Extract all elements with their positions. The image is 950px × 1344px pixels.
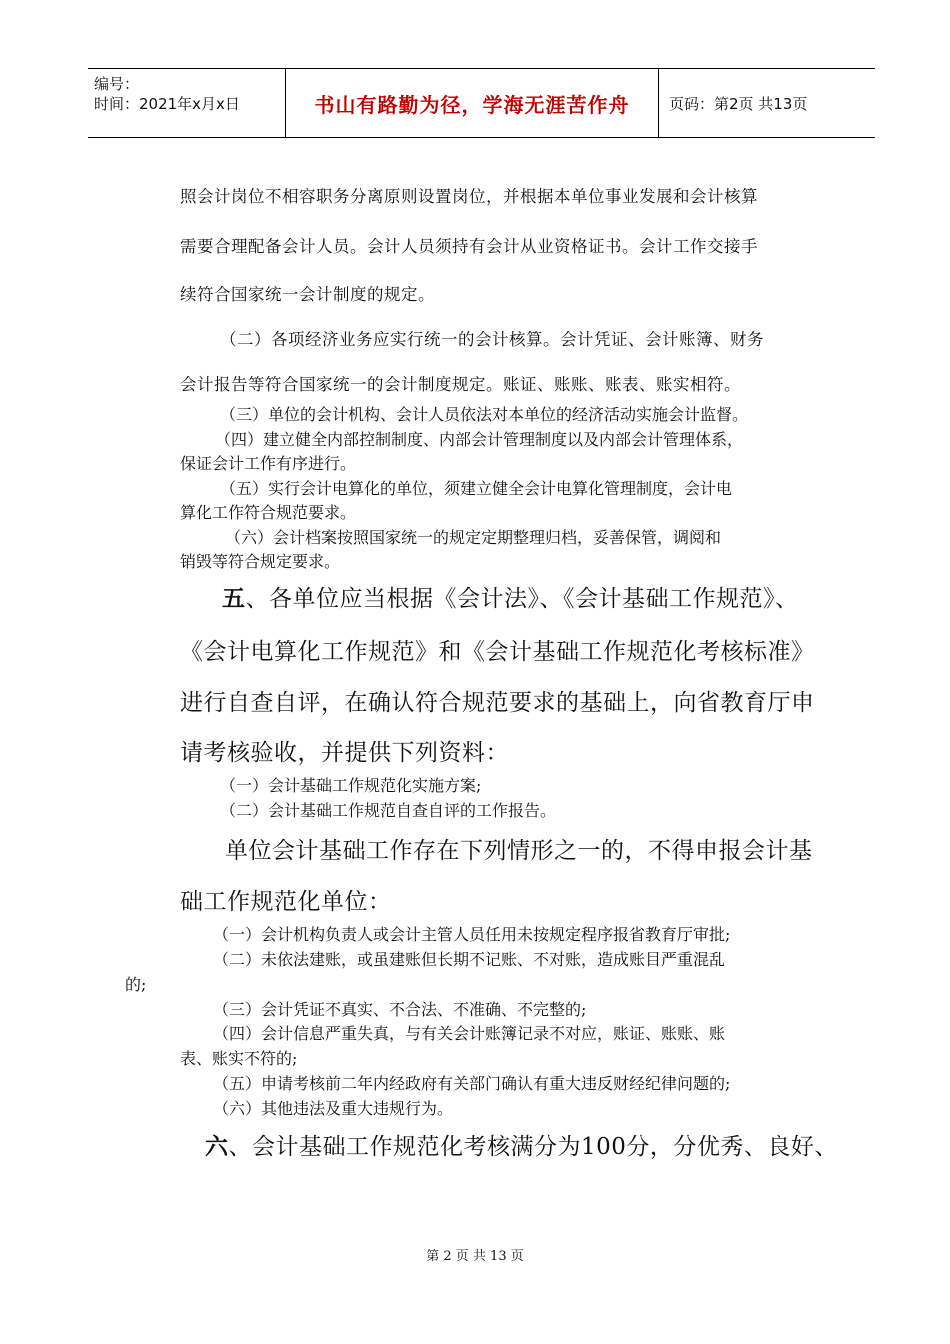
body-line: （一）会计机构负责人或会计主管人员任用未按规定程序报省教育厅审批;	[213, 925, 731, 944]
body-line: （五）实行会计电算化的单位，须建立健全会计电算化管理制度，会计电	[220, 479, 733, 498]
body-line: （六）会计档案按照国家统一的规定定期整理归档，妥善保管，调阅和	[225, 528, 722, 547]
body-line: 进行自查自评，在确认符合规范要求的基础上，向省教育厅申	[180, 690, 815, 716]
body-line: （一）会计基础工作规范化实施方案;	[220, 776, 482, 795]
header-time: 时间：2021年x月x日	[94, 95, 240, 113]
heading-number: 六	[205, 1133, 229, 1160]
section-heading-5: 五、各单位应当根据《会计法》、《会计基础工作规范》、	[222, 585, 799, 612]
body-line: （五）申请考核前二年内经政府有关部门确认有重大违反财经纪律问题的;	[213, 1074, 731, 1093]
body-line: （三）会计凭证不真实、不合法、不准确、不完整的;	[213, 1000, 587, 1019]
body-line: （二）各项经济业务应实行统一的会计核算。会计凭证、会计账簿、财务	[220, 330, 764, 349]
body-line: （二）未依法建账，或虽建账但长期不记账、不对账，造成账目严重混乱	[213, 950, 726, 969]
body-line: 表、账实不符的;	[180, 1049, 298, 1068]
body-line: （二）会计基础工作规范自查自评的工作报告。	[220, 801, 557, 820]
page-footer: 第 2 页 共 13 页	[426, 1249, 524, 1264]
body-line: 础工作规范化单位：	[180, 889, 392, 915]
body-line: （四）会计信息严重失真，与有关会计账簿记录不对应，账证、账账、账	[213, 1024, 726, 1043]
page-header	[88, 68, 875, 138]
body-line: 续符合国家统一会计制度的规定。	[180, 285, 435, 304]
body-line: 销毁等符合规定要求。	[180, 552, 341, 571]
body-line: （四）建立健全内部控制制度、内部会计管理制度以及内部会计管理体系，	[215, 430, 744, 449]
body-line: 会计报告等符合国家统一的会计制度规定。账证、账账、账表、账实相符。	[180, 375, 741, 394]
body-line: 单位会计基础工作存在下列情形之一的，不得申报会计基	[225, 838, 813, 864]
body-line: 的;	[125, 975, 147, 994]
body-line: 需要合理配备会计人员。会计人员须持有会计从业资格证书。会计工作交接手	[180, 237, 758, 256]
body-line: （三）单位的会计机构、会计人员依法对本单位的经济活动实施会计监督。	[220, 405, 749, 424]
header-motto-cell	[286, 69, 659, 137]
header-number: 编号：	[94, 75, 140, 93]
section-heading-6: 六、会计基础工作规范化考核满分为100分，分优秀、良好、	[205, 1133, 838, 1160]
body-line: 《会计电算化工作规范》和《会计基础工作规范化考核标准》	[180, 639, 815, 665]
header-motto: 书山有路勤为径，学海无涯苦作舟	[314, 92, 630, 117]
body-line: 照会计岗位不相容职务分离原则设置岗位，并根据本单位事业发展和会计核算	[180, 187, 758, 206]
body-line: （六）其他违法及重大违规行为。	[213, 1099, 454, 1118]
body-line: 请考核验收，并提供下列资料：	[180, 740, 509, 766]
header-meta	[88, 69, 286, 137]
heading-number: 五	[222, 585, 246, 612]
header-page: 页码：第2页 共13页	[669, 94, 808, 113]
body-line: 保证会计工作有序进行。	[180, 454, 357, 473]
body-line: 算化工作符合规范要求。	[180, 503, 357, 522]
